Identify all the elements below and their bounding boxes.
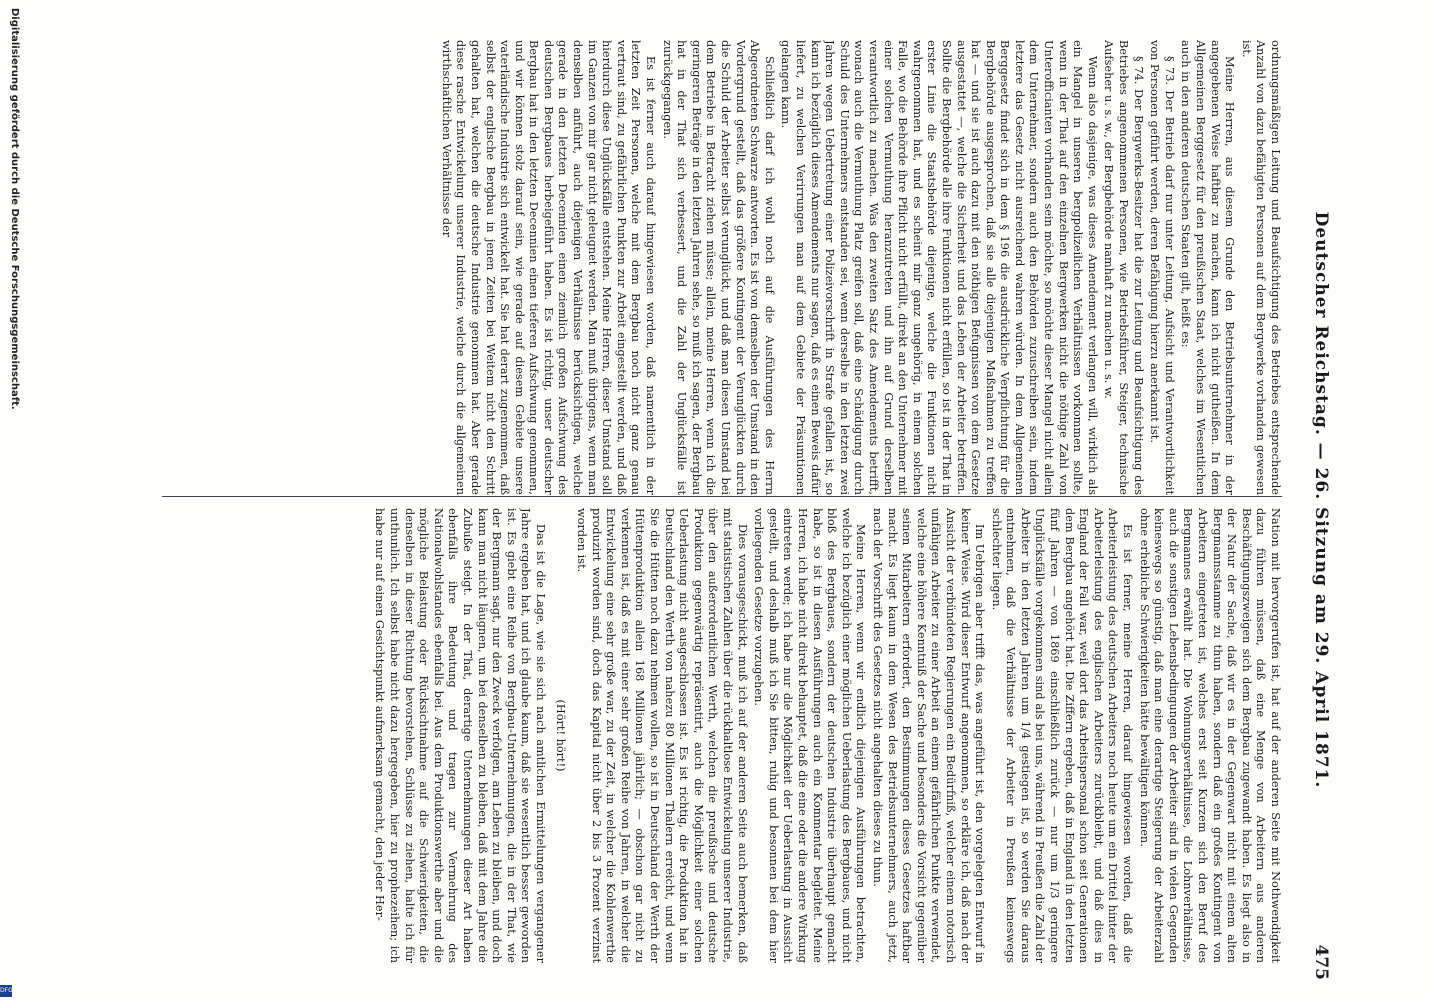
paragraph: Meine Herren, wenn wir endlich diejenigen Ausführungen betrachten, welche ich bezüglich einer möglichen Ueberlastung des Bergbaues, und nicht bloß des Bergbaues, sondern der deutschen Industrie überhaupt gemacht habe, so ist in diesen Ausführungen auch ein Kommentar begleitet. Meine Herren, ich habe nicht direkt behauptet, daß die eine oder die andere Wirkung eintreten werde; ich habe nur die Möglichkeit der Ueberlastung in Aussicht gestellt, und deshalb muß ich Sie bitten, ruhig und besonnen bei dem hier vorliegenden Gesetze vorzugehen.: [752, 508, 868, 963]
column-divider: [162, 496, 1282, 497]
paragraph: Nation mit hervorgerufen ist, hat auf der anderen Seite mit Nothwendigkeit dazu führen müssen, daß eine Menge von Arbeitern aus anderen Beschäftigungszweigen sich dem Bergbau zugewandt haben. Es liegt also in der Natur der Sache, daß wir es in der Gegenwart nicht mit einem alten Bergmannsstamme zu thun haben, sondern daß ein großes Kontingent von Arbeitern eingetreten ist, welches erst seit Kurzem sich den Beruf des Bergmannes erwählt hat. Die Wohnungsverhältnisse, die Lohnverhältnisse, auch die sonstigen Lebensbedingungen der Arbeiter sind in vielen Gegenden keineswegs so günstig, daß man eine derartige Steigerung der Arbeiterzahl ohne erhebliche Schwierigkeiten hätte bewältigen können.: [1137, 508, 1282, 963]
left-text-column: [152, 40, 1282, 495]
interjection: (Hört! hört!): [554, 699, 568, 772]
right-text-column: [152, 508, 1282, 963]
law-section-73: § 73. Der Betrieb darf nur unter Leitung, Aufsicht und Verantwortlichkeit von Personen geführt werden, deren Befähigung hierzu anerkannt ist.: [1148, 40, 1176, 495]
paragraph: Im Uebrigen aber trifft das, was angeführt ist, den vorgelegten Entwurf in keiner Weise. Wird dieser Entwurf angenommen, so erkläre ich, daß nach der Ansicht der verbündeten Regierungen ein Bedürfniß, welcher einem notorisch unfähigen Arbeiter zu einer Arbeit an einem gefährlichen Punkte verwendet, welche eine höhere Kenntniß der Sache und besonders die Vorsicht gegenüber seinen Mitarbeitern erfordert, den Bestimmungen dieses Gesetzes haftbar macht. Es liegt kaum in dem Wesen des Betriebsunternehmers, auch jetzt, nach der Vorschrift des Gesetzes nicht angehalten dieses zu thun.: [870, 508, 987, 963]
digitization-credit: [4, 0, 24, 1000]
page-title: Deutscher Reichstag. — 26. Sitzung am 29. April 1871.: [1311, 211, 1331, 789]
paragraph: Meine Herren, aus diesem Grunde den Betriebsunternehmer in der angegebenen Weise haftbar zu machen, kann ich nicht gutheißen. In dem Allgemeinen Berggesetz für den preußischen Staat, welches im Wesentlichen auch in den anderen deutschen Staaten gilt, heißt es:: [1179, 40, 1237, 495]
page-number: 475: [1311, 944, 1331, 980]
paragraph: Dies vorausgeschickt, muß ich auf der anderen Seite auch bemerken, daß mit statistischen Zahlen über die rückhaltlose Entwickelung unserer Industrie, über den außerordentlichen Werth, welchen die preußische und deutsche Produktion gegenwärtig repräsentirt, auch die Möglichkeit einer solchen Ueberlastung nicht ausgeschlossen ist. Es ist richtig, die Produktion hat in Deutschland den Werth von nahezu 80 Millionen Thalern erreicht, und wenn Sie die Hütten noch dazu nehmen wollen, so ist in Deutschland der Werth der Hüttenproduktion allein 168 Millionen jährlich; — obschon gar nicht zu verkennen ist, daß es mit einer sehr großen Reihe von Jahren, in welcher die Entwickelung eine sehr große war, zu der Zeit, in welcher die Kohlenwerthe produzirt worden sind, doch das Kapital nicht über 2 bis 3 Prozent verzinst worden ist.: [575, 508, 749, 963]
paragraph: Es ist ferner, meine Herren, darauf hingewiesen worden, daß die Arbeiterleistung des deutschen Arbeiters noch heute um ein Drittel hinter der Arbeiterleistung des englischen Arbeiters zurückbleibt, und daß dies in England der Fall war, weil dort das Arbeitspersonal schon seit Generationen dem Bergbau angehört hat. Die Ziffern ergeben, daß in England in den letzten fünf Jahren — von 1869 einschließlich zurück — nur um 1/3 geringere Unglücksfälle vorgekommen sind als bei uns, während in Preußen die Zahl der Arbeiter in den letzten Jahren um 1/4 gestiegen ist, so werden Sie daraus entnehmen, daß die Verhältnisse der Arbeiter in Preußen keineswegs schlechter liegen.: [989, 508, 1135, 963]
paragraph: Es ist ferner auch darauf hingewiesen worden, daß namentlich in der letzten Zeit Personen, welche mit dem Bergbau noch nicht ganz genau vertraut sind, zu gefährlichen Punkten zur Arbeit eingestellt werden, und daß hierdurch diese Unglücksfälle entstehen. Meine Herren, dieser Umstand soll im Ganzen von mir gar nicht geleugnet werden. Man muß übrigens, wenn man denselben anführt, auch diejenigen Verhältnisse berücksichtigen, welche gerade in den letzten Decennien einen ziemlich großen Aufschwung des deutschen Bergbaues herbeigeführt haben. Es ist richtig, unser deutscher Bergbau hat in den letzten Decennien einen tieferen Aufschwung genommen, und wir können stolz darauf sein, wie gerade auf diesem Gebiete unsere vaterländische Industrie sich entwickelt hat. Sie hat derart zugenommen, daß selbst der englische Bergbau in jenen Zeiten bei Weitem nicht den Schritt gehalten hat, welchen die deutsche Industrie genommen hat. Aber gerade diese rasche Entwickelung unserer Industrie, welche durch die allgemeinen wirthschaftlichen Verhältnisse der: [439, 40, 658, 495]
law-section-74: § 74. Der Bergwerks-Besitzer hat die zur Leitung und Beaufsichtigung des Betriebes angenommenen Personen, wie Betriebsführer, Steiger, technische Aufseher u. s. w., der Bergbehörde namhaft zu machen u. s. w.: [1102, 40, 1145, 495]
paragraph: Schließlich darf ich wohl noch auf die Ausführungen des Herrn Abgeordneten Schwarze antworten. Es ist von demselben der Umstand in den Vordergrund gestellt, daß das größere Kontingent der Verunglückten durch die Schuld der Arbeiter selbst verunglückt, und daß man diesen Umstand bei dem Betriebe in Betracht ziehen müsse; allein, meine Herren, wenn ich die geringeren Beträge in den letzten Jahren sehe, so muß ich sagen, der Bergbau hat in der That sich verbessert, und die Zahl der Unglücksfälle ist zurückgegangen.: [660, 40, 776, 495]
paragraph: Das ist die Lage, wie sie sich nach amtlichen Ermittelungen vergangener Jahre ergeben hat, und ich glaube kaum, daß sie wesentlich besser geworden ist. Es giebt eine Reihe von Bergbau-Unternehmungen, die in der That, wie der Bergmann sagt, nur den Zweck verfolgen, am Leben zu bleiben, und doch kann man nicht läugnen, um bei denselben zu bleiben, daß mit dem Jahre die Zubuße steigt. In der That, derartige Unternehmungen dieser Art haben ebenfalls ihre Bedeutung und tragen zur Vermehrung des Nationalwohlstandes ebenfalls bei. Aus dem Produktionswerthe aber und die mögliche Belastung oder Rücksichtnahme auf die Schwierigkeiten, die denselben in dieser Richtung bevorstehen, Schlüsse zu ziehen, halte ich für unthunlich. Ich selbst habe nicht dazu hergegeben, hier zu prophezeihen; ich habe nur auf einen Gesichtspunkt aufmerksam gemacht, den jeder Her-: [373, 508, 547, 963]
credit-text: Digitalisierung gefördert durch die Deutsche Forschungsgemeinschaft.: [9, 8, 20, 410]
page-header: [1301, 0, 1337, 1000]
paragraph: ordnungsmäßigen Leitung und Beaufsichtigung des Betriebes entsprechende Anzahl von dazu befähigten Personen auf dem Bergwerke vorhanden gewesen ist.: [1239, 40, 1282, 495]
dfg-logo: DFG: [0, 985, 12, 997]
paragraph: Wenn also dasjenige, was dieses Amendement verlangen will, wirklich als ein Mangel in unseren bergpolizeilichen Verhältnissen vorkommen sollte, wenn in der That auf den einzelnen Bergwerken nicht die nöthige Zahl von Unterofficianten vorhanden sein möchte, so möchte dieser Mangel nicht allein dem Unternehmer, sondern auch den Behörden zuzuschreiben sein, indem letztere das Gesetz nicht ausreichend wahren würden. In dem Allgemeinen Berggesetz findet sich in dem § 196 die ausdrückliche Verpflichtung für die Bergbehörde ausgesprochen, daß sie alle diejenigen Maßnahmen zu treffen hat — und sie ist auch dazu mit den nöthigen Befugnissen von dem Gesetze ausgestattet —, welche die Sicherheit und das Leben der Arbeiter betreffen. Sollte die Bergbehörde alle ihre Funktionen nicht erfüllen, so ist in der That in erster Linie die Staatsbehörde diejenige, welche die Funktionen nicht wahrgenommen hat, und es scheint mir ganz ungehörig, in einem solchen Falle, wo die Behörde ihre Pflicht nicht erfüllt, direkt an den Unternehmer mit einer solchen Vermuthung heranzutreten und ihn auf Grund derselben verantwortlich zu machen. Was den zweiten Satz des Amendements betrifft, wonach auch die Vermuthung Platz greifen soll, daß eine Schädigung durch Schuld des Unternehmers entstanden sei, wenn derselbe in den letzten zwei Jahren wegen Uebertretung einer Polizeivorschrift in Strafe gefallen ist, so kann ich bezüglich dieses Amendements nur sagen, daß es einen Beweis dafür liefert, zu welchen Verirrungen man auf dem Gebiete der Präsumtionen gelangen kann.: [779, 40, 1099, 495]
